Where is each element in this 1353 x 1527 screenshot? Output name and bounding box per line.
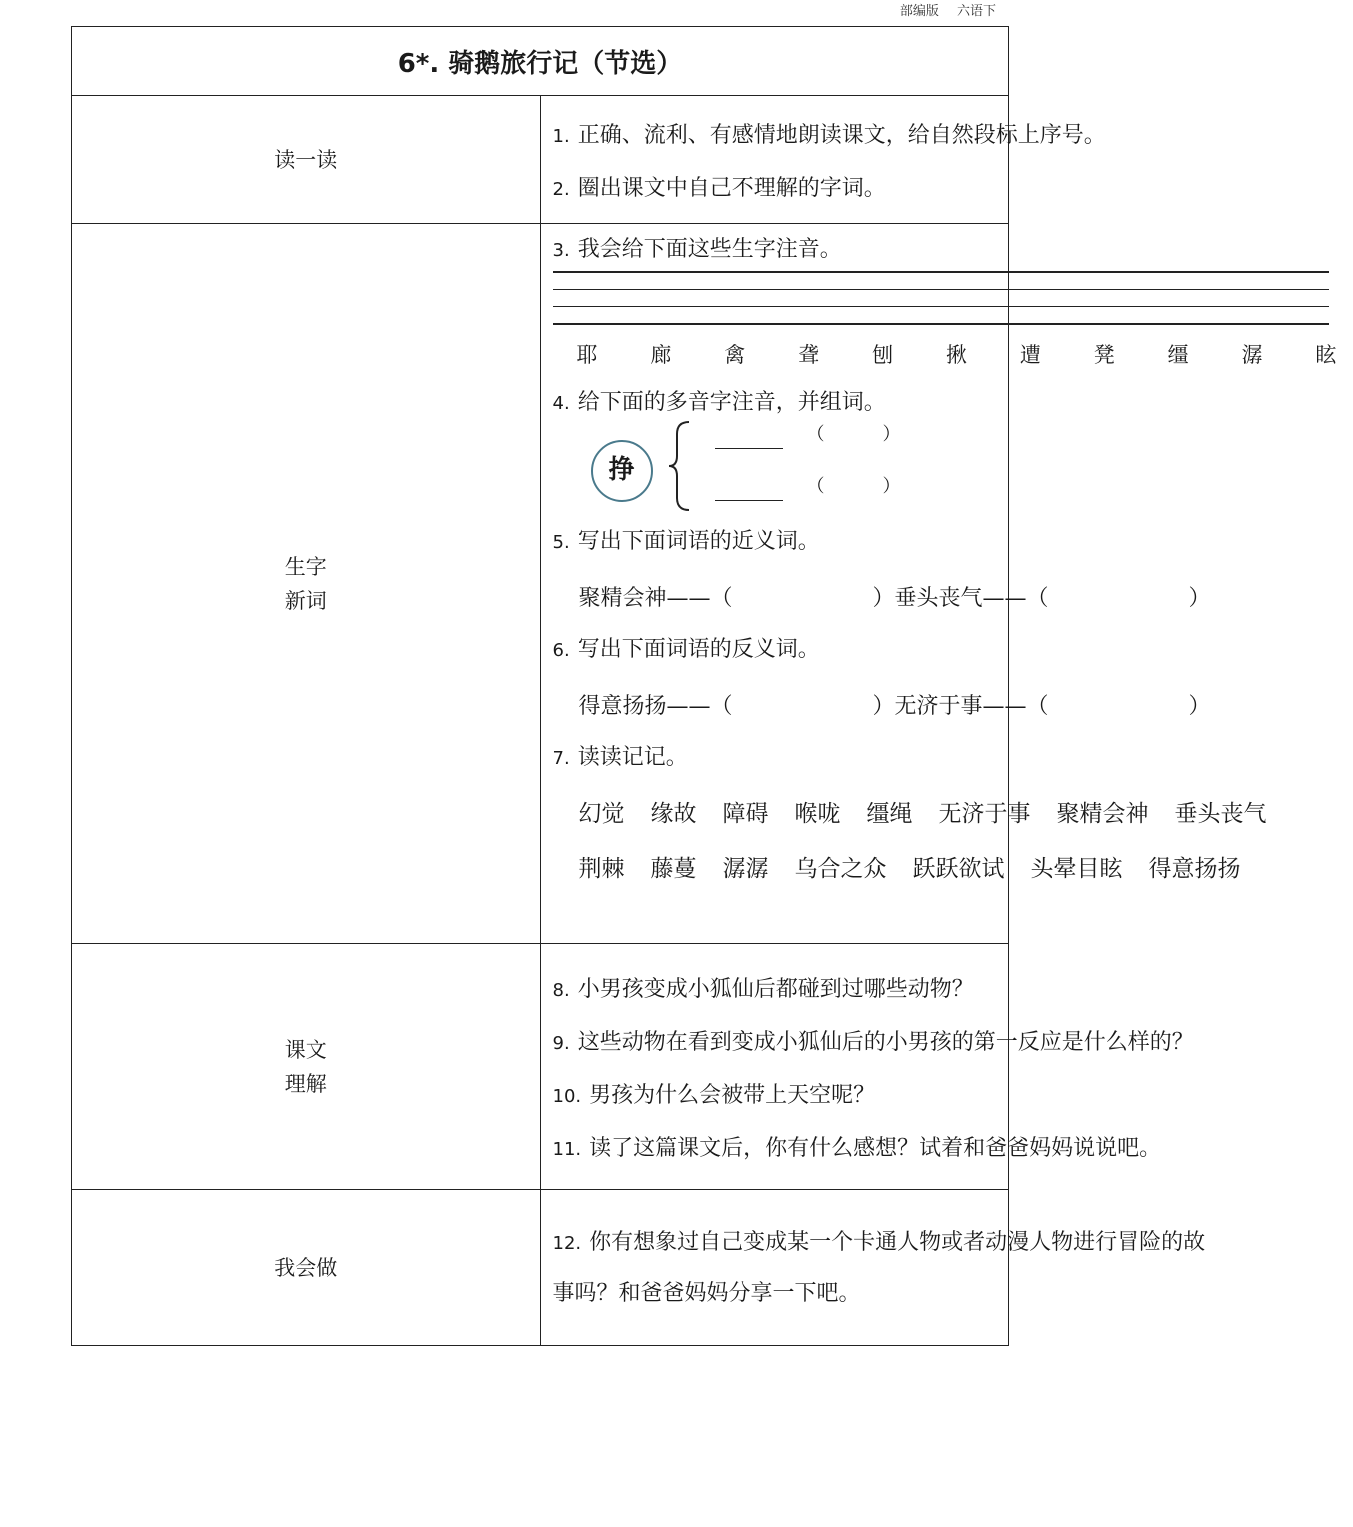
pinyin-blank-2[interactable]: [715, 480, 783, 501]
edition-label: 部编版: [899, 4, 939, 19]
question-text: 小男孩变成小狐仙后都碰到过哪些动物？: [577, 977, 974, 1002]
word-item: 聚精会神: [1056, 801, 1149, 827]
worksheet-table: [71, 26, 1337, 1346]
char-item: 潺: [1241, 343, 1263, 367]
paren-close: ）: [872, 586, 895, 611]
pinyin-blank-1[interactable]: [715, 428, 783, 449]
word-prompt: 得意扬扬——（: [578, 694, 733, 719]
word-item: 乌合之众: [794, 856, 887, 882]
question-number: 8.: [552, 980, 570, 1001]
polyphone-block: [553, 418, 1009, 514]
char-item: 刨: [872, 343, 894, 367]
question-text: 写出下面词语的反义词。: [577, 637, 820, 662]
question-11: [552, 1135, 1162, 1164]
page-title: 6*. 骑鹅旅行记（节选）: [72, 27, 1009, 96]
char-item: 眩: [1315, 343, 1337, 367]
word-list-row-2: [553, 850, 1241, 883]
question-number: 5.: [552, 532, 570, 553]
question-text: 读了这篇课文后，你有什么感想？试着和爸爸妈妈说说吧。: [589, 1136, 1162, 1161]
label-line: 理解: [284, 1071, 327, 1096]
word-item: 潺潺: [722, 856, 769, 882]
synonym-row: [553, 581, 1211, 612]
word-item: 幻觉: [578, 801, 625, 827]
word-item: 喉咙: [794, 801, 841, 827]
antonym-item[interactable]: [895, 689, 1211, 720]
label-line: 课文: [284, 1037, 327, 1062]
char-row: [553, 339, 1337, 369]
section-label-comp: [72, 944, 541, 1190]
char-item: 遭: [1019, 343, 1041, 367]
question-text: 事吗？和爸爸妈妈分享一下吧。: [552, 1281, 861, 1306]
question-number: 1.: [552, 126, 570, 147]
word-item: 藤蔓: [650, 856, 697, 882]
question-5: [553, 528, 1009, 557]
question-text: 圈出课文中自己不理解的字词。: [577, 176, 886, 201]
question-1: [552, 122, 1106, 151]
question-number: 7.: [552, 748, 570, 769]
paren-open: （: [806, 476, 825, 497]
word-item: 缰绳: [866, 801, 913, 827]
paren-close: ）: [882, 476, 901, 497]
paren-close: ）: [882, 424, 901, 445]
question-4: [553, 389, 1009, 418]
section-do: [540, 1190, 1206, 1346]
char-item: 揪: [945, 343, 967, 367]
word-item: 头晕目眩: [1030, 856, 1123, 882]
question-text: 我会给下面这些生字注音。: [577, 237, 842, 262]
paren-close: ）: [872, 694, 895, 719]
word-prompt: 无济于事——（: [894, 694, 1049, 719]
question-2: [553, 175, 1009, 204]
question-number: 3.: [552, 240, 570, 261]
label-line: 生字: [284, 554, 327, 579]
word-prompt: 聚精会神——（: [578, 586, 733, 611]
word-item: 障碍: [722, 801, 769, 827]
polyphone-char: 挣: [591, 440, 653, 502]
question-text: 写出下面词语的近义词。: [577, 529, 820, 554]
char-item: 廊: [650, 343, 672, 367]
char-item: 耶: [576, 343, 598, 367]
paren-open: （: [806, 424, 825, 445]
question-7: [553, 744, 1009, 773]
question-number: 4.: [552, 393, 570, 414]
question-text: 读读记记。: [577, 745, 688, 770]
section-comp: [540, 944, 1194, 1190]
question-text: 正确、流利、有感情地朗读课文，给自然段标上序号。: [577, 123, 1106, 148]
word-item: 荆棘: [578, 856, 625, 882]
paren-close: ）: [1188, 694, 1211, 719]
question-number: 9.: [552, 1033, 570, 1054]
char-item: 缰: [1167, 343, 1189, 367]
word-item: 无济于事: [938, 801, 1031, 827]
synonym-item[interactable]: [579, 581, 895, 612]
header-note: [886, 0, 996, 19]
synonym-item[interactable]: [895, 581, 1211, 612]
char-item: 禽: [724, 343, 746, 367]
question-text: 给下面的多音字注音，并组词。: [577, 390, 886, 415]
question-number: 12.: [552, 1233, 582, 1254]
question-text: 你有想象过自己变成某一个卡通人物或者动漫人物进行冒险的故: [589, 1230, 1206, 1255]
question-number: 10.: [552, 1086, 582, 1107]
question-10: [553, 1082, 1009, 1111]
question-8: [553, 976, 1009, 1005]
section-label-vocab: [72, 224, 541, 944]
section-read: [540, 96, 1106, 224]
question-number: 2.: [552, 179, 570, 200]
word-item: 垂头丧气: [1174, 801, 1267, 827]
char-item: 凳: [1093, 343, 1115, 367]
word-prompt: 垂头丧气——（: [894, 586, 1049, 611]
grade-label: 六语下: [956, 4, 996, 19]
word-item: 缘故: [650, 801, 697, 827]
question-text: 男孩为什么会被带上天空呢？: [589, 1083, 876, 1108]
antonym-row: [553, 689, 1211, 720]
antonym-item[interactable]: [579, 689, 895, 720]
question-9: [552, 1029, 1194, 1058]
question-6: [553, 636, 1009, 665]
label-line: 新词: [284, 588, 327, 613]
word-item: 跃跃欲试: [912, 856, 1005, 882]
char-item: 聋: [798, 343, 820, 367]
section-label-do: 我会做: [72, 1190, 541, 1346]
curly-brace-icon: [665, 418, 695, 514]
section-vocab: [540, 224, 1337, 944]
question-12: [553, 1218, 1353, 1319]
question-text: 这些动物在看到变成小狐仙后的小男孩的第一反应是什么样的？: [577, 1030, 1194, 1055]
question-number: 6.: [552, 640, 570, 661]
section-label-read: 读一读: [72, 96, 541, 224]
paren-close: ）: [1188, 586, 1211, 611]
pinyin-writing-lines[interactable]: [553, 271, 1329, 325]
question-number: 11.: [552, 1139, 582, 1160]
word-list-row-1: [553, 795, 1267, 828]
word-item: 得意扬扬: [1148, 856, 1241, 882]
question-3: [553, 236, 1009, 265]
